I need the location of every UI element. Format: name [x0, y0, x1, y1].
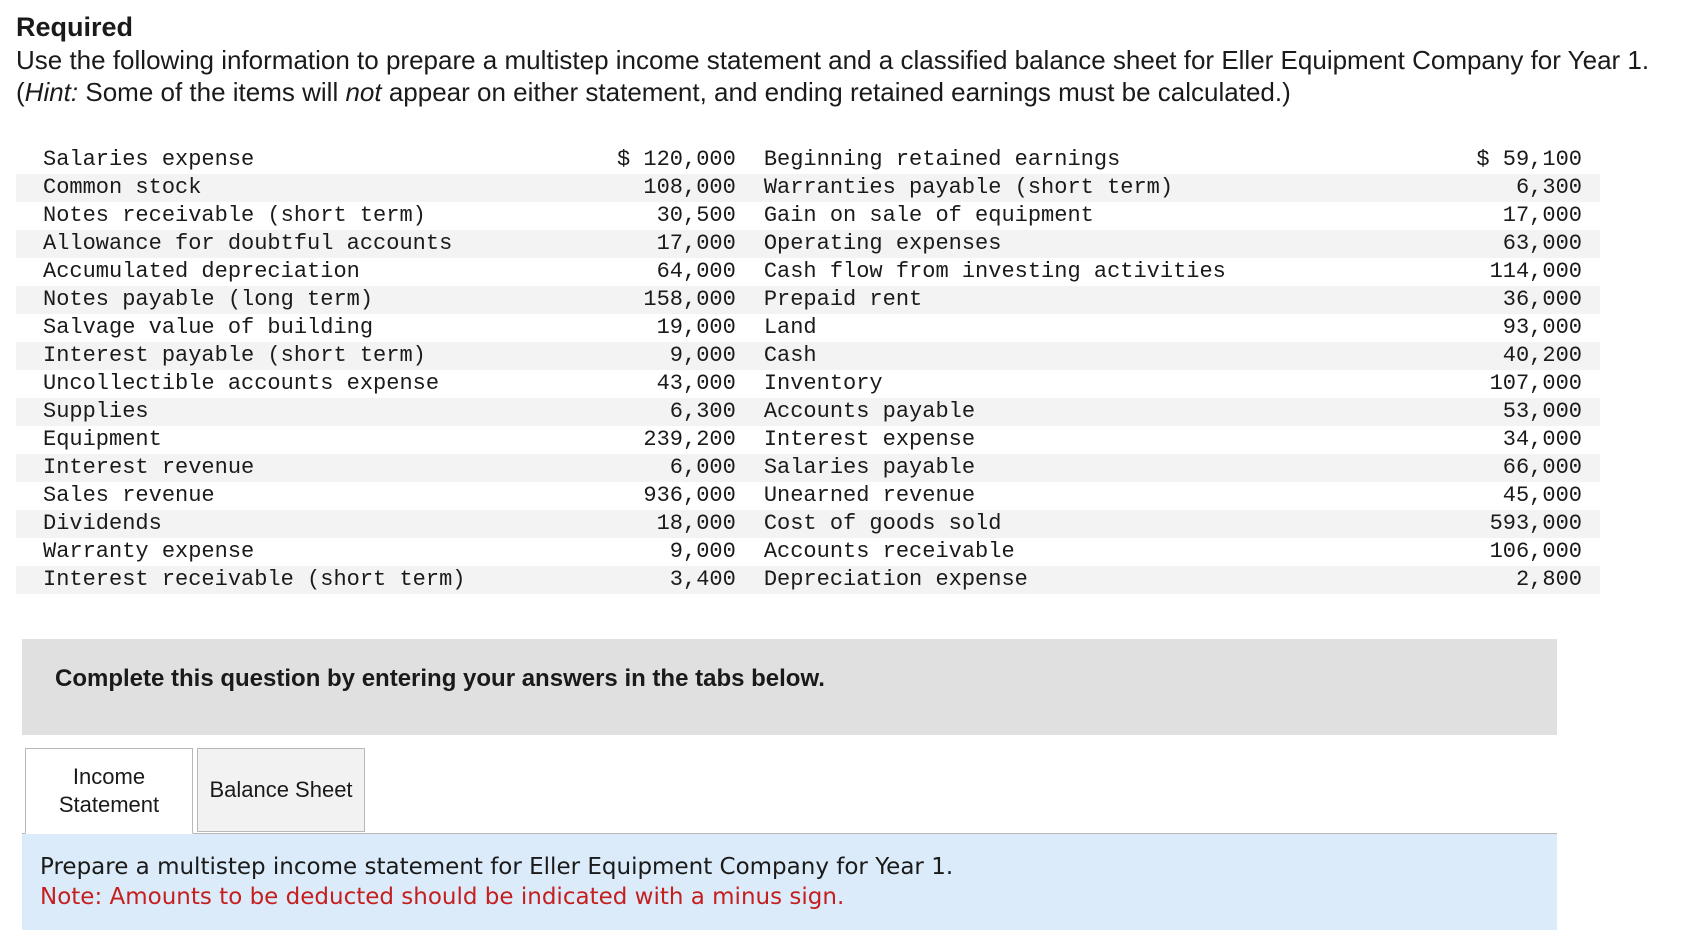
instruction-box — [22, 834, 1557, 930]
account-label: Salaries payable — [746, 454, 1434, 482]
account-amount: 43,000 — [656, 371, 736, 396]
account-label: Interest payable (short term) — [16, 342, 606, 370]
account-amount: 936,000 — [643, 483, 736, 508]
table-row — [16, 286, 1600, 314]
account-amount: 45,000 — [1502, 483, 1582, 508]
account-label: Interest expense — [763, 427, 976, 452]
account-amount: $ 120,000 — [616, 147, 736, 172]
account-amount: 9,000 — [669, 539, 736, 564]
account-amount: 18,000 — [606, 510, 745, 538]
account-label: Gain on sale of equipment — [763, 203, 1094, 228]
table-row — [16, 146, 1600, 174]
account-label: Notes receivable (short term) — [43, 203, 426, 228]
table-row — [16, 174, 1600, 202]
table-row — [16, 398, 1600, 426]
account-label: Notes payable (long term) — [16, 286, 606, 314]
account-amount: 106,000 — [1489, 539, 1582, 564]
account-label: Allowance for doubtful accounts — [16, 230, 606, 258]
account-label: Salvage value of building — [43, 315, 374, 340]
table-row — [16, 342, 1600, 370]
table-row — [16, 370, 1600, 398]
hint-label: Hint: — [24, 77, 79, 107]
account-amount: 36,000 — [1434, 286, 1600, 314]
table-row — [16, 202, 1600, 230]
account-amount: 3,400 — [606, 566, 745, 594]
account-amount: 66,000 — [1434, 454, 1600, 482]
account-amount: 107,000 — [1489, 371, 1582, 396]
table-row — [16, 454, 1600, 482]
account-label: Accounts payable — [746, 398, 1434, 426]
prompt-text: Complete this question by entering your answers in the tabs below. — [55, 665, 825, 692]
account-label: Prepaid rent — [746, 286, 1434, 314]
required-heading: Required — [16, 12, 134, 42]
account-label: Unearned revenue — [763, 483, 976, 508]
account-label: Operating expenses — [746, 230, 1434, 258]
account-label: Warranty expense — [43, 539, 255, 564]
account-amount: 63,000 — [1434, 230, 1600, 258]
account-label: Interest revenue — [16, 454, 606, 482]
account-amount: 114,000 — [1489, 259, 1582, 284]
account-label: Accumulated depreciation — [43, 259, 360, 284]
account-label: Depreciation expense — [746, 566, 1434, 594]
account-label: Dividends — [16, 510, 606, 538]
account-label: Interest receivable (short term) — [16, 566, 606, 594]
account-label: Beginning retained earnings — [763, 147, 1121, 172]
account-amount: 17,000 — [606, 230, 745, 258]
account-amount: 2,800 — [1434, 566, 1600, 594]
account-amount: 6,000 — [606, 454, 745, 482]
table-row — [16, 314, 1600, 342]
account-amount: 34,000 — [1502, 427, 1582, 452]
account-amount: 6,300 — [1434, 174, 1600, 202]
account-label: Equipment — [43, 427, 162, 452]
account-label: Cash flow from investing activities — [763, 259, 1226, 284]
tab-income-statement-line2: Statement — [58, 792, 160, 817]
account-amount: 40,200 — [1434, 342, 1600, 370]
account-label: Cost of goods sold — [746, 510, 1434, 538]
table-row — [16, 538, 1600, 566]
account-amount: 108,000 — [606, 174, 745, 202]
account-amount: 64,000 — [656, 259, 736, 284]
account-amount: 30,500 — [656, 203, 736, 228]
instruction-text: Prepare a multistep income statement for Eller Equipment Company for Year 1. — [40, 854, 954, 880]
accounts-table-body — [16, 146, 1600, 594]
hint-text-after: appear on either statement, and ending retained earnings must be calculated.) — [381, 77, 1291, 107]
account-label: Land — [763, 315, 817, 340]
account-amount: 19,000 — [656, 315, 736, 340]
tab-balance-sheet[interactable] — [197, 748, 365, 832]
intro-text: Use the following information to prepare a multistep income statement and a classified balance sheet for Eller Equipment Company for Year 1. ( — [16, 45, 1650, 107]
table-row — [16, 510, 1600, 538]
tab-income-statement[interactable] — [25, 748, 193, 834]
table-row — [16, 258, 1600, 286]
table-row — [16, 566, 1600, 594]
account-label: Salaries expense — [43, 147, 255, 172]
minus-sign-note: Note: Amounts to be deducted should be indicated with a minus sign. — [40, 884, 845, 910]
account-label: Warranties payable (short term) — [746, 174, 1434, 202]
account-label: Supplies — [16, 398, 606, 426]
account-amount: 239,200 — [643, 427, 736, 452]
account-label: Common stock — [16, 174, 606, 202]
table-row — [16, 426, 1600, 454]
account-amount: 158,000 — [606, 286, 745, 314]
table-row — [16, 482, 1600, 510]
account-amount: 17,000 — [1502, 203, 1582, 228]
tab-balance-sheet-label: Balance Sheet — [209, 777, 353, 802]
tab-income-statement-line1: Income — [72, 764, 146, 789]
account-amount: 6,300 — [606, 398, 745, 426]
hint-not: not — [345, 77, 382, 107]
account-label: Uncollectible accounts expense — [43, 371, 440, 396]
account-label: Accounts receivable — [763, 539, 1015, 564]
accounts-table — [16, 146, 1600, 594]
table-row — [16, 230, 1600, 258]
account-amount: $ 59,100 — [1476, 147, 1582, 172]
account-amount: 9,000 — [606, 342, 745, 370]
hint-text-before: Some of the items will — [78, 77, 346, 107]
account-label: Sales revenue — [43, 483, 215, 508]
account-amount: 93,000 — [1502, 315, 1582, 340]
instructions-text — [16, 44, 1706, 108]
prompt-box — [22, 639, 1557, 735]
account-label: Cash — [746, 342, 1434, 370]
account-label: Inventory — [763, 371, 883, 396]
account-amount: 593,000 — [1434, 510, 1600, 538]
account-amount: 53,000 — [1434, 398, 1600, 426]
